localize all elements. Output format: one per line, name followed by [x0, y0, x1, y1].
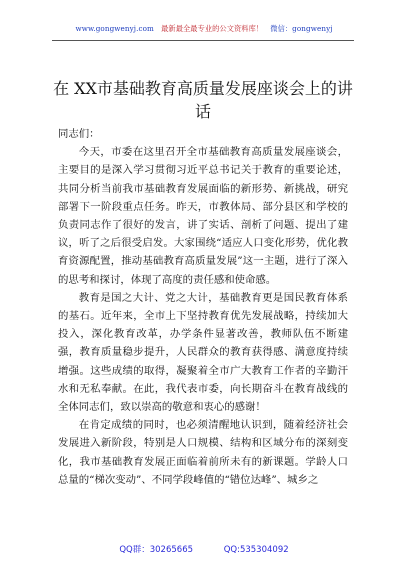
paragraph: 在肯定成绩的同时，也必须清醒地认识到，随着经济社会发展进入新阶段，特别是人口规模、结构和区域分布的深刻变化，我市基础教育发展正面临着前所未有的新课题。学龄人口总量的“梯次变动”、不同学段峰值的“错位达峰”、城乡之 [58, 419, 348, 486]
qq-number: QQ:535304092 [223, 545, 289, 555]
document-body [58, 125, 348, 489]
header-divider [52, 40, 354, 41]
paragraph: 教育是国之大计、党之大计，基础教育更是国民教育体系的基石。近年来，全市上下坚持教育优先发展战略，持续加大投入，深化教育改革，办学条件显著改善，教师队伍不断建强，教育质量稳步提升，人民群众的教育获得感、满意度持续增强。这些成绩的取得，凝聚着全市广大教育工作者的辛勤汗水和无私奉献。在此，我代表市委，向长期奋斗在教育战线的全体同志们，致以崇高的敬意和衷心的感谢！ [58, 291, 348, 414]
site-tagline: 最新最全最专业的公文资料库！ [161, 24, 264, 33]
site-header [0, 24, 408, 34]
contact-footer [0, 543, 408, 555]
paragraph: 今天，市委在这里召开全市基础教育高质量发展座谈会，主要目的是深入学习贯彻习近平总书记关于教育的重要论述，共同分析当前我市基础教育发展面临的新形势、新挑战，研究部署下一阶段重点任务。昨天，市教体局、部分县区和学校的负责同志作了很好的发言，讲了实话、剖析了问题、提出了建议，听了之后很受启发。大家围绕“适应人口变化形势，优化教育资源配置，推动基础教育高质量发展”这一主题，进行了深入的思考和探讨，体现了高度的责任感和使命感。 [58, 146, 348, 286]
document-title: 在 XX市基础教育高质量发展座谈会上的讲话 [53, 79, 353, 121]
site-url[interactable]: www.gongwenyj.com [75, 24, 154, 33]
qq-group: QQ群：30265665 [119, 545, 194, 555]
salutation: 同志们： [58, 128, 100, 140]
wechat-id: 微信：gongwenyj [270, 24, 333, 33]
